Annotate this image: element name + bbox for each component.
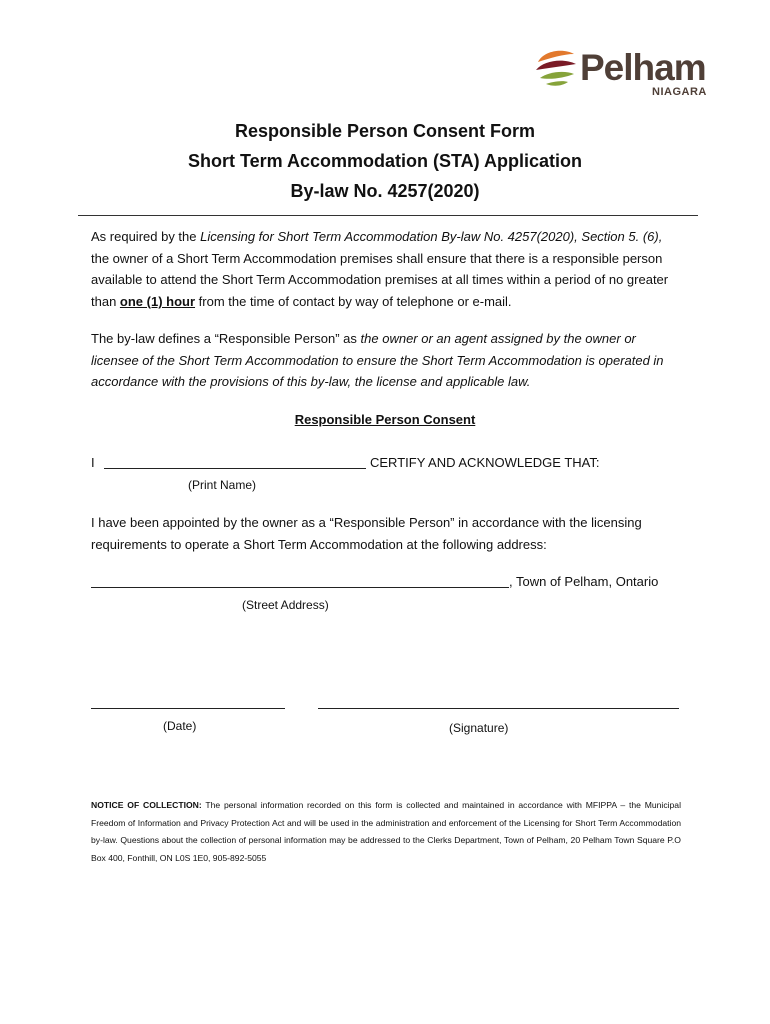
title-divider (78, 215, 698, 216)
date-label: (Date) (163, 719, 197, 733)
print-name-label: (Print Name) (188, 478, 257, 492)
town-text: , Town of Pelham, Ontario (509, 574, 659, 589)
logo-wordmark: Pelham (580, 47, 706, 88)
certify-text: CERTIFY AND ACKNOWLEDGE THAT: (370, 455, 600, 470)
street-address-label: (Street Address) (242, 598, 329, 612)
definition-paragraph: The by-law defines a “Responsible Person” as the owner or an agent assigned by the owner or licensee of the Short Term Accommodation to ensure the Short Term Accommodation is operated in accordance with the provisions of this by-law, the license and applicable law. (91, 331, 664, 390)
bylaw-number: By-law No. 4257(2020) (290, 181, 480, 201)
form-title: Responsible Person Consent Form (234, 121, 536, 141)
logo-subtitle: NIAGARA (652, 86, 707, 98)
print-name-field[interactable] (104, 468, 366, 469)
pelham-leaf-icon (534, 46, 578, 90)
appointed-paragraph: I have been appointed by the owner as a “Responsible Person” in accordance with the licensing requirements to operate a Short Term Accommodation at the following address: (91, 515, 642, 552)
notice-of-collection: NOTICE OF COLLECTION: The personal information recorded on this form is collected and maintained in accordance with MFIPPA – the Municipal Freedom of Information and Privacy Protection Act and will be used in the administration and enforcement of the Licensing for Short Term Accommodation by-law. Questions about the collection of personal information may be addressed to the Clerks Department, Town of Pelham, 20 Pelham Town Square P.O Box 400, Fonthill, ON L0S 1E0, 905-892-5055 (91, 800, 681, 863)
street-address-field[interactable] (91, 587, 509, 588)
date-field[interactable] (91, 708, 285, 709)
form-subtitle: Short Term Accommodation (STA) Application (187, 151, 582, 171)
signature-field[interactable] (318, 708, 679, 709)
consent-heading: Responsible Person Consent (294, 412, 476, 427)
signature-label: (Signature) (449, 721, 509, 735)
pelham-logo (534, 44, 719, 102)
i-label: I (91, 455, 95, 470)
intro-paragraph: As required by the Licensing for Short Term Accommodation By-law No. 4257(2020), Section 5. (6), the owner of a Short Term Accommodation premises shall ensure that there is a responsible person available to attend the Short Term Accommodation premises at all times within a period of no greater than one (1) hour from the time of contact by way of telephone or e-mail. (91, 229, 669, 309)
